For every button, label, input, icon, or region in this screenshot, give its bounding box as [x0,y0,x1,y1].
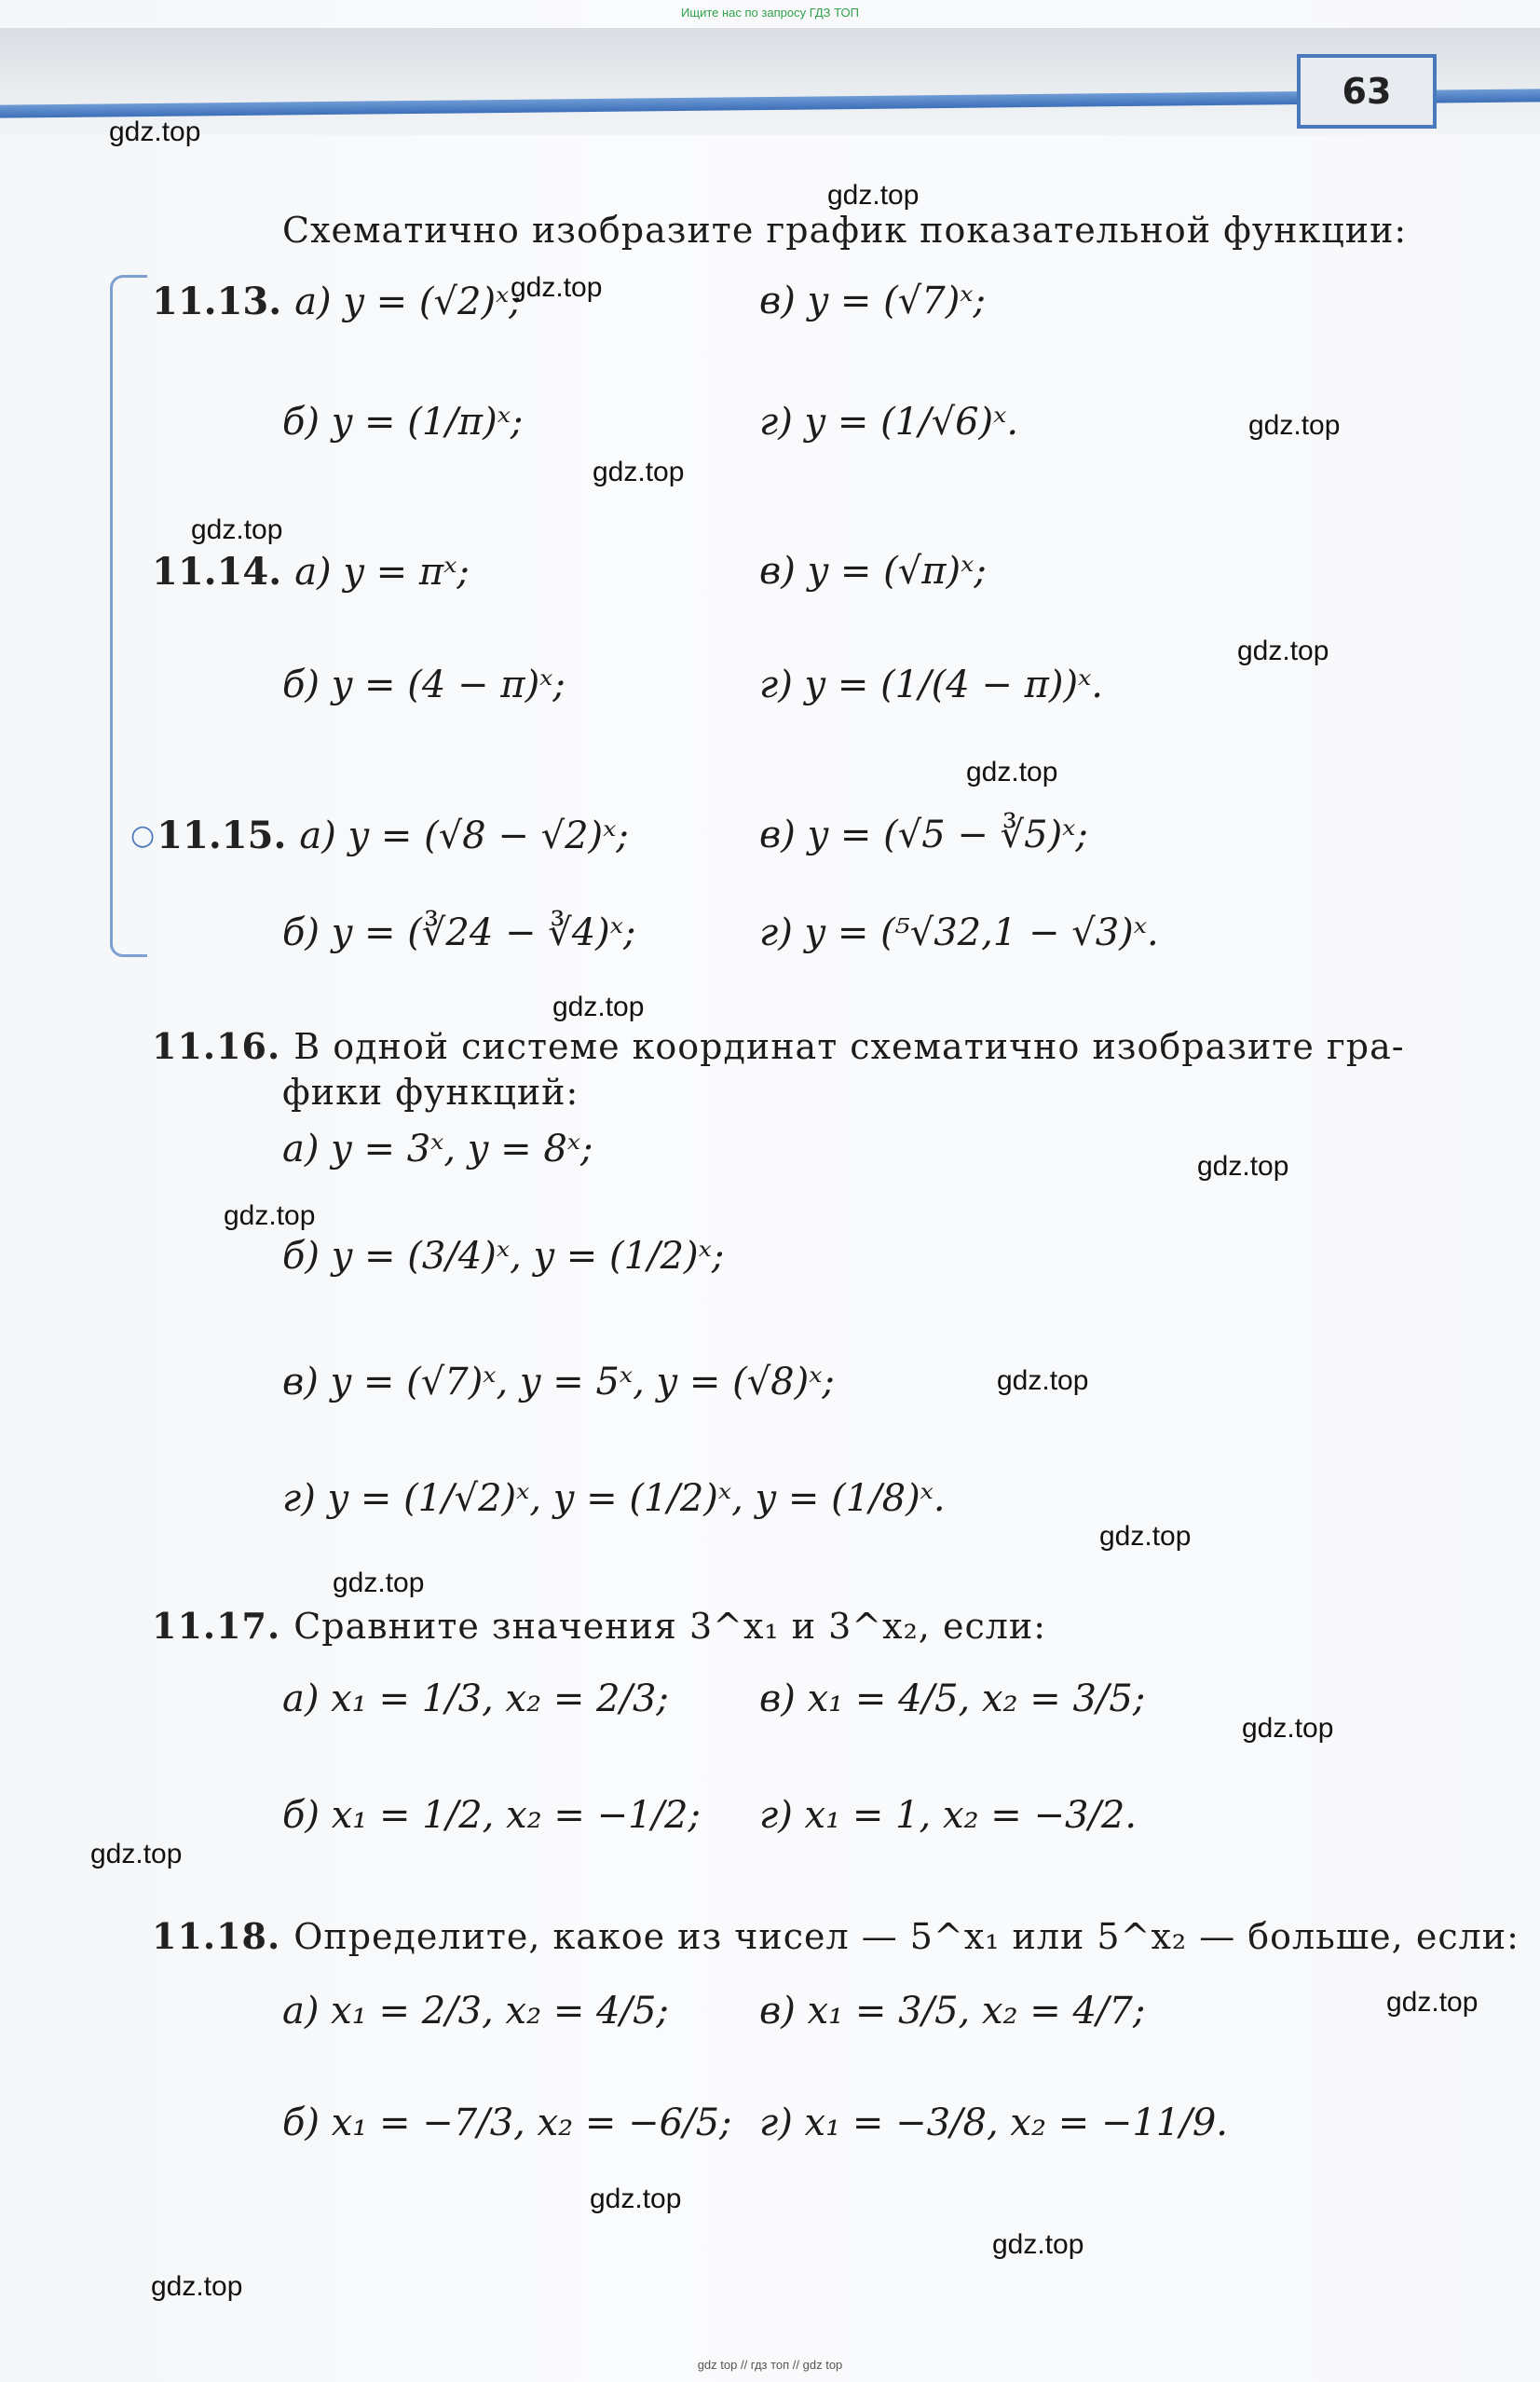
exercise-text: Сравните значения 3^x₁ и 3^x₂, если: [293,1605,1046,1647]
item-v: в) y = (√π)ˣ; [759,550,987,593]
exercise-11-18-item-a [282,1990,669,2033]
watermark: gdz.top [90,1839,183,1869]
exercise-number: 11.16. [152,1025,281,1067]
item-b: б) y = (4 − π)ˣ; [282,664,566,706]
item-v: в) x₁ = 4/5, x₂ = 3/5; [759,1677,1146,1720]
top-search-note: Ищите нас по запросу ГДЗ ТОП [681,6,859,20]
item-b: б) x₁ = −7/3, x₂ = −6/5; [282,2101,732,2144]
exercise-number: 11.17. [152,1605,281,1647]
difficulty-circle-icon: ○ [130,819,156,852]
exercise-11-14-row-1 [152,550,470,594]
exercise-11-17-item-g [759,1794,1137,1837]
watermark: gdz.top [333,1567,425,1598]
watermark: gdz.top [1386,1987,1479,2018]
exercise-11-16-heading-2 [282,1072,579,1113]
item-g: г) y = (1/√2)ˣ, y = (1/2)ˣ, y = (1/8)ˣ. [282,1477,946,1520]
item-a: а) x₁ = 1/3, x₂ = 2/3; [282,1677,669,1720]
exercise-11-17-item-a [282,1677,669,1720]
item-v: в) x₁ = 3/5, x₂ = 4/7; [759,1990,1146,2033]
exercise-11-14-item-v [759,550,987,593]
exercise-11-15-item-g [759,911,1159,954]
watermark: gdz.top [1248,410,1341,441]
watermark: gdz.top [191,514,283,545]
exercise-11-15-item-v [759,814,1088,856]
item-g: г) x₁ = 1, x₂ = −3/2. [759,1794,1138,1837]
exercise-number: 11.15. [157,814,287,857]
item-a: а) x₁ = 2/3, x₂ = 4/5; [282,1990,669,2033]
exercise-11-16-item-g [282,1477,946,1520]
item-v: в) y = (√7)ˣ; [759,280,986,322]
exercise-11-17-item-v [759,1677,1145,1720]
page-number: 63 [1297,54,1437,129]
exercise-text-line-2: фики функций: [282,1072,579,1113]
bottom-note: gdz top // гдз топ // gdz top [697,2358,843,2372]
item-a: а) y = 3ˣ, y = 8ˣ; [282,1128,593,1170]
exercise-number: 11.18. [152,1915,281,1957]
exercise-11-16-item-v [282,1361,835,1403]
item-g: г) y = (1/(4 − π))ˣ. [759,664,1104,706]
watermark: gdz.top [593,457,685,487]
exercise-number: 11.14. [152,550,282,594]
watermark: gdz.top [109,116,201,147]
item-b: б) y = (1/π)ˣ; [282,401,524,444]
watermark: gdz.top [590,2184,682,2214]
exercise-11-16-item-a [282,1128,593,1170]
exercise-11-13-row-1 [152,280,522,323]
exercise-text: Определите, какое из чисел — 5^x₁ или 5^x₂ — больше, если: [293,1915,1520,1957]
item-g: г) x₁ = −3/8, x₂ = −11/9. [759,2101,1228,2144]
item-g: г) y = (1/√6)ˣ. [759,401,1019,444]
exercise-text-line-1: В одной системе координат схематично изобразите гра- [293,1025,1405,1067]
exercise-11-17-heading [152,1605,1046,1647]
exercise-11-13-item-g [759,401,1018,444]
watermark: gdz.top [827,180,920,211]
watermark: gdz.top [1242,1713,1334,1744]
exercise-11-17-item-b [282,1794,701,1837]
watermark: gdz.top [511,272,603,303]
intro-instruction: Схематично изобразите график показательной функции: [282,210,1408,251]
item-b: б) x₁ = 1/2, x₂ = −1/2; [282,1794,701,1837]
item-v: в) y = (√5 − ∛5)ˣ; [759,814,1088,856]
item-v: в) y = (√7)ˣ, y = 5ˣ, y = (√8)ˣ; [282,1361,835,1403]
item-g: г) y = (⁵√32,1 − √3)ˣ. [759,911,1159,954]
exercise-11-16-item-b [282,1235,724,1278]
exercise-11-15-item-b [282,911,635,954]
item-a: а) y = (√2)ˣ; [294,280,522,323]
item-a: а) y = πˣ; [294,550,470,594]
exercise-number: 11.13. [152,280,282,323]
watermark: gdz.top [992,2229,1084,2260]
watermark: gdz.top [151,2271,243,2302]
watermark: gdz.top [997,1365,1089,1396]
item-b: б) y = (∛24 − ∛4)ˣ; [282,911,636,954]
exercise-11-18-item-g [759,2101,1228,2144]
exercise-11-14-item-b [282,664,566,706]
exercise-11-18-heading [152,1915,1520,1957]
item-a: а) y = (√8 − √2)ˣ; [299,814,629,857]
watermark: gdz.top [224,1200,316,1231]
exercise-11-14-item-g [759,664,1103,706]
watermark: gdz.top [1237,636,1329,666]
exercise-11-18-item-b [282,2101,732,2144]
exercise-11-18-item-v [759,1990,1145,2033]
exercise-11-13-item-b [282,401,523,444]
watermark: gdz.top [966,757,1058,787]
item-b: б) y = (3/4)ˣ, y = (1/2)ˣ; [282,1235,725,1278]
exercise-11-15-row-1 [130,814,629,857]
exercise-11-16-heading [152,1025,1405,1067]
watermark: gdz.top [552,992,645,1022]
exercise-11-13-item-v [759,280,986,322]
watermark: gdz.top [1099,1521,1192,1552]
watermark: gdz.top [1197,1151,1289,1182]
